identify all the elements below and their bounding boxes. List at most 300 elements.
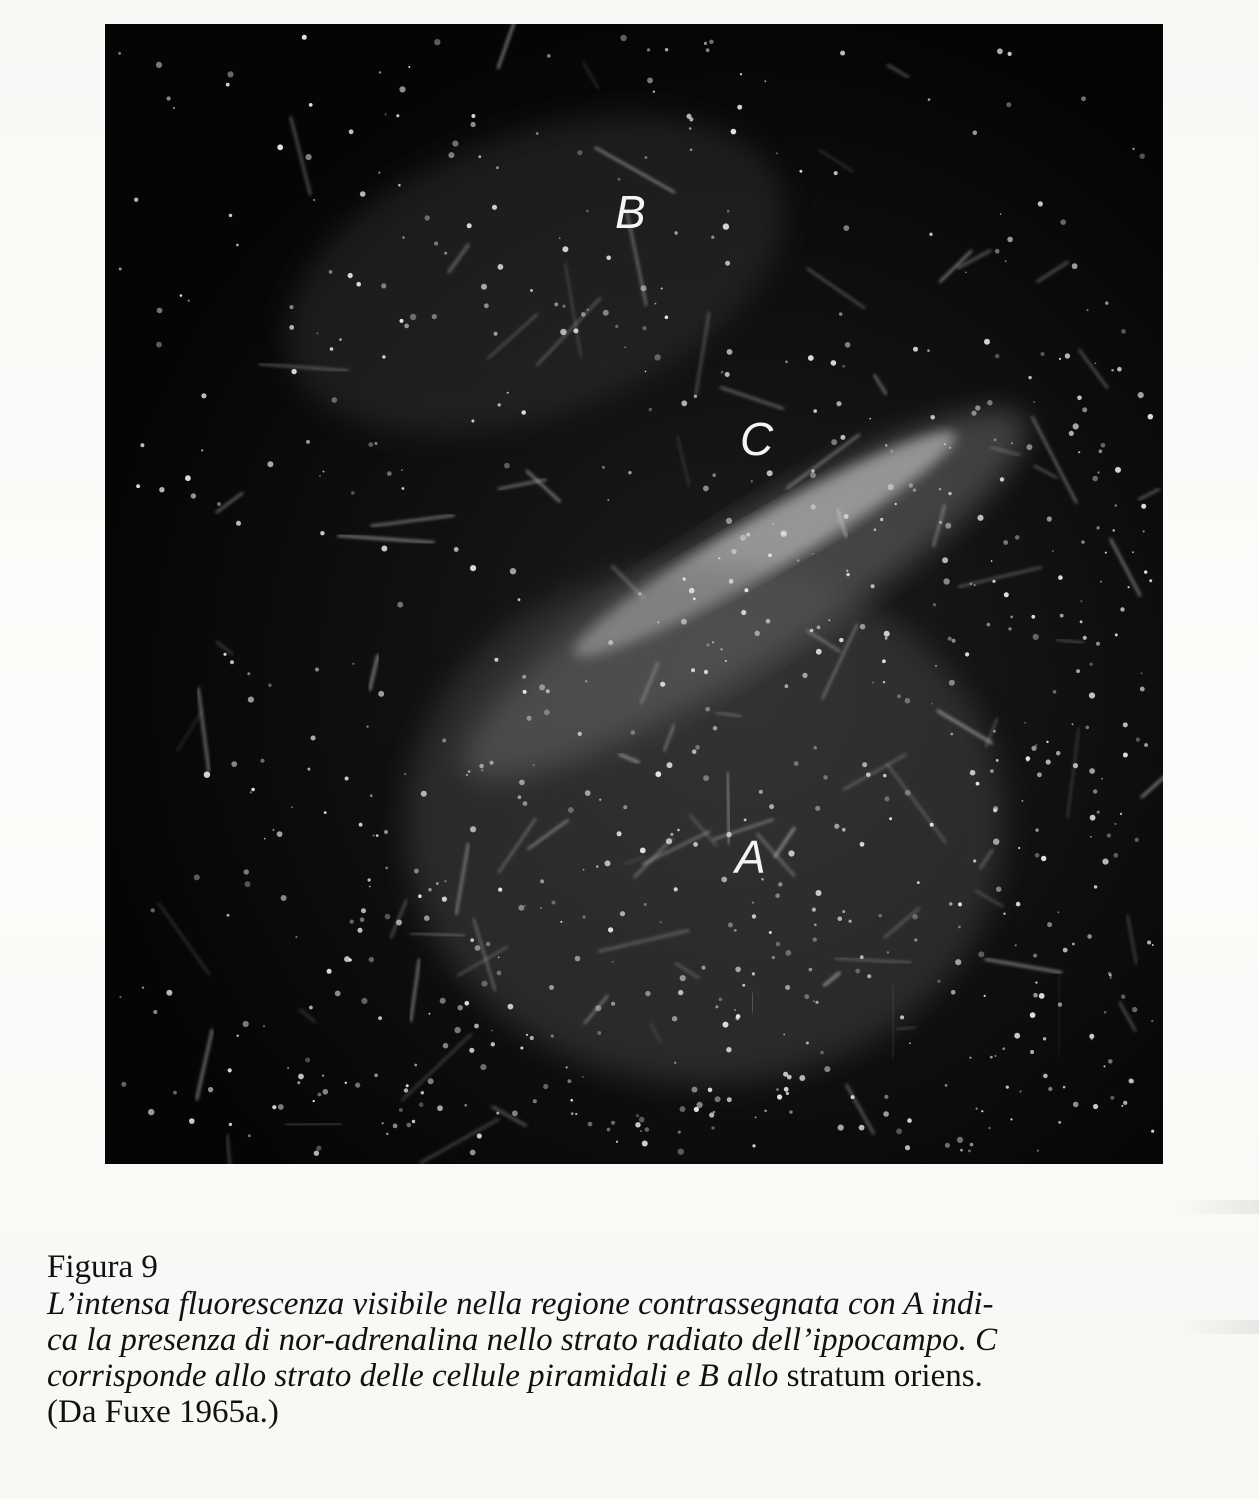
fluorescent-dot [785, 985, 790, 990]
fluorescent-dot [1123, 1101, 1127, 1105]
fluorescent-dot [393, 1124, 398, 1129]
fluorescent-dot [373, 835, 375, 837]
fluorescent-dot [1141, 504, 1146, 509]
fluorescent-dot [704, 42, 707, 45]
fluorescent-dot [880, 518, 883, 521]
fluorescent-dot [396, 920, 402, 926]
fluorescent-dot [547, 54, 551, 58]
fluorescent-dot [543, 1084, 548, 1089]
fluorescent-dot [351, 491, 355, 495]
fluorescent-dot [704, 670, 708, 674]
fluorescent-dot [1077, 396, 1082, 401]
fluorescent-dot [583, 869, 585, 871]
fluorescent-dot [939, 521, 942, 524]
fluorescent-dot [653, 91, 655, 93]
fluorescent-dot [949, 902, 952, 905]
fluorescent-dot [1082, 407, 1087, 412]
fluorescent-dot [1018, 847, 1020, 849]
fluorescent-dot [678, 1149, 684, 1155]
fluorescent-dot [860, 842, 865, 847]
fluorescent-dot [759, 790, 763, 794]
fluorescent-dot [981, 1110, 983, 1112]
fluorescent-dot [655, 303, 657, 305]
fluorescent-dot [723, 1022, 729, 1028]
fluorescent-dot [316, 1146, 321, 1151]
fluorescent-dot [289, 325, 294, 330]
fluorescent-dot [1076, 669, 1080, 673]
fluorescent-dot [188, 300, 190, 302]
fluorescent-dot [1094, 885, 1097, 888]
fluorescent-dot [1053, 690, 1057, 694]
fluorescent-dot [1000, 213, 1002, 215]
fluorescent-dot [1089, 768, 1095, 774]
fluorescent-dot [731, 549, 736, 554]
fluorescent-dot [846, 573, 849, 576]
fluorescent-dot [560, 329, 566, 335]
fluorescent-dot [976, 782, 980, 786]
fluorescent-dot [1033, 634, 1039, 640]
fluorescent-dot [718, 557, 720, 559]
fluorescent-dot [635, 1122, 640, 1127]
fluorescent-dot [329, 270, 333, 274]
fluorescent-dot [884, 796, 889, 801]
fluorescent-dot [813, 409, 817, 413]
caption-line-3 [47, 1358, 1222, 1394]
fluorescent-dot [360, 917, 365, 922]
fluorescent-dot [287, 1067, 289, 1069]
fluorescent-dot [474, 1024, 479, 1029]
fluorescent-dot [948, 637, 952, 641]
fluorescent-dot [306, 440, 310, 444]
fluorescent-dot [229, 214, 232, 217]
fluorescent-dot [950, 733, 953, 736]
fluorescent-dot [680, 1106, 686, 1112]
fluorescent-dot [1151, 1130, 1154, 1133]
fluorescent-dot [307, 768, 310, 771]
fluorescent-dot [839, 638, 843, 642]
fluorescent-dot [498, 403, 501, 406]
fluorescent-dot [173, 107, 175, 109]
fiber [402, 1034, 472, 1101]
fluorescent-dot [523, 690, 527, 694]
fluorescent-dot [1016, 902, 1021, 907]
fluorescent-dot [1092, 476, 1098, 482]
fluorescent-dot [727, 349, 733, 355]
fluorescent-dot [425, 215, 430, 220]
fluorescent-dot [575, 1113, 577, 1115]
caption-line-1: L’intensa fluorescenza visibile nella regione contrassegnata con A indi- [47, 1286, 994, 1322]
fluorescent-dot [1083, 636, 1087, 640]
fluorescent-dot [638, 592, 641, 595]
fluorescent-dot [399, 1108, 403, 1112]
fluorescent-dot [691, 668, 695, 672]
fluorescent-dot [851, 1095, 855, 1099]
fluorescent-dot [1005, 260, 1007, 262]
fluorescent-dot [860, 955, 864, 959]
fluorescent-dot [368, 878, 371, 881]
fluorescent-dot [387, 471, 392, 476]
fluorescent-dot [402, 236, 404, 238]
fluorescent-dot [490, 761, 494, 765]
fluorescent-dot [884, 631, 890, 637]
fluorescent-dot [642, 326, 646, 330]
fluorescent-dot [640, 848, 646, 854]
fiber [874, 374, 887, 394]
fluorescent-dot [740, 535, 746, 541]
fluorescent-dot [381, 283, 386, 288]
fluorescent-dot [752, 972, 755, 975]
fluorescent-dot [153, 1010, 157, 1014]
fluorescent-dot [1035, 828, 1038, 831]
fluorescent-dot [996, 887, 1001, 892]
fluorescent-dot [928, 98, 931, 101]
fluorescent-dot [424, 915, 430, 921]
fluorescent-dot [617, 831, 622, 836]
fiber [1138, 489, 1160, 500]
fluorescent-dot [582, 1076, 584, 1078]
fluorescent-dot [324, 811, 327, 814]
fluorescent-dot [987, 400, 992, 405]
fluorescent-dot [297, 1081, 300, 1084]
fluorescent-dot [927, 349, 930, 352]
fluorescent-dot [689, 588, 695, 594]
fluorescent-dot [571, 1112, 574, 1115]
fluorescent-dot [1101, 778, 1103, 780]
fiber [807, 268, 865, 308]
fluorescent-dot [1056, 751, 1060, 755]
fluorescent-dot [1113, 529, 1115, 531]
fluorescent-dot [524, 905, 526, 907]
fluorescent-dot [929, 233, 932, 236]
fluorescent-dot [148, 1109, 154, 1115]
fluorescent-dot [960, 1149, 963, 1152]
fluorescent-dot [471, 420, 474, 423]
fluorescent-dot [277, 831, 283, 837]
fluorescent-dot [318, 1093, 322, 1097]
fluorescent-dot [437, 1105, 443, 1111]
fluorescent-dot [142, 987, 144, 989]
fluorescent-dot [768, 553, 772, 557]
fluorescent-dot [369, 886, 371, 888]
fluorescent-dot [1087, 934, 1092, 939]
fluorescent-dot [267, 461, 273, 467]
fluorescent-dot [1115, 467, 1121, 473]
fluorescent-dot [399, 86, 405, 92]
fluorescent-dot [1031, 615, 1035, 619]
fluorescent-dot [838, 1125, 844, 1131]
fluorescent-dot [1149, 579, 1152, 582]
fluorescent-dot [309, 103, 313, 107]
fluorescent-dot [533, 764, 535, 766]
fluorescent-dot [769, 804, 774, 809]
fiber [370, 655, 379, 691]
fluorescent-dot [1132, 551, 1134, 553]
fluorescent-dot [227, 914, 230, 917]
fluorescent-dot [834, 171, 838, 175]
fluorescent-dot [913, 489, 916, 492]
fiber [893, 984, 894, 1058]
fluorescent-dot [385, 867, 388, 870]
fluorescent-dot [799, 170, 802, 173]
fluorescent-dot [1113, 853, 1118, 858]
fluorescent-dot [1039, 993, 1045, 999]
fluorescent-dot [741, 539, 743, 541]
fluorescent-dot [693, 597, 696, 600]
fluorescent-dot [615, 325, 618, 328]
fluorescent-dot [772, 523, 774, 525]
fluorescent-dot [428, 1078, 434, 1084]
fluorescent-dot [361, 998, 367, 1004]
caption-line-2: ca la presenza di nor-adrenalina nello strato radiato dell’ippocampo. C [47, 1322, 998, 1358]
fluorescent-dot [512, 1110, 518, 1116]
fluorescent-dot [786, 950, 792, 956]
fluorescent-dot [804, 994, 809, 999]
fluorescent-dot [742, 984, 745, 987]
fluorescent-dot [583, 915, 586, 918]
fluorescent-dot [475, 945, 481, 951]
fluorescent-dot [518, 598, 521, 601]
fluorescent-dot [540, 879, 544, 883]
fluorescent-dot [1048, 1087, 1052, 1091]
fluorescent-dot [905, 790, 911, 796]
region-label-b: B [615, 186, 646, 238]
fluorescent-dot [866, 772, 871, 777]
fluorescent-dot [751, 480, 753, 482]
fluorescent-dot [497, 971, 502, 976]
fluorescent-dot [973, 131, 978, 136]
fluorescent-dot [681, 400, 687, 406]
fluorescent-dot [713, 1111, 716, 1114]
fluorescent-dot [831, 439, 837, 445]
fluorescent-dot [725, 261, 730, 266]
fluorescent-dot [655, 771, 661, 777]
fluorescent-dot [1007, 237, 1013, 243]
fiber [391, 900, 407, 938]
fluorescent-dot [227, 71, 233, 77]
fluorescent-dot [134, 198, 138, 202]
fluorescent-dot [823, 775, 828, 780]
fluorescent-dot [811, 504, 816, 509]
fluorescent-dot [1120, 607, 1124, 611]
fluorescent-dot [1043, 1037, 1046, 1040]
fluorescent-dot [885, 637, 888, 640]
fluorescent-dot [817, 626, 821, 630]
fiber [1127, 915, 1136, 965]
fluorescent-dot [523, 801, 528, 806]
fiber [1119, 1002, 1136, 1032]
fluorescent-dot [678, 1131, 681, 1134]
fluorescent-dot [118, 52, 121, 55]
fluorescent-dot [185, 475, 191, 481]
fluorescent-dot [379, 71, 381, 73]
fluorescent-dot [486, 942, 491, 947]
fluorescent-dot [313, 1100, 315, 1102]
fiber [285, 1124, 342, 1126]
fluorescent-dot [1110, 977, 1112, 979]
fluorescent-dot [317, 332, 319, 334]
fluorescent-dot [993, 808, 997, 812]
fluorescent-dot [322, 1075, 324, 1077]
fluorescent-dot [974, 584, 976, 586]
fluorescent-dot [1008, 52, 1012, 56]
fluorescent-dot [620, 35, 626, 41]
fluorescent-dot [674, 231, 677, 234]
fluorescent-dot [306, 154, 312, 160]
fluorescent-dot [735, 1016, 739, 1020]
fluorescent-dot [1107, 834, 1111, 838]
fluorescent-dot [291, 369, 296, 374]
fluorescent-dot [339, 338, 342, 341]
fluorescent-dot [647, 48, 650, 51]
fluorescent-dot [752, 1144, 755, 1147]
fluorescent-dot [412, 1120, 415, 1123]
fluorescent-dot [816, 649, 822, 655]
fluorescent-dot [1095, 363, 1097, 365]
fluorescent-dot [313, 199, 315, 201]
fluorescent-dot [585, 680, 587, 682]
fluorescent-dot [665, 316, 669, 320]
fluorescent-dot [681, 619, 687, 625]
fluorescent-dot [370, 794, 373, 797]
fluorescent-dot [786, 1092, 789, 1095]
fluorescent-dot [968, 1150, 971, 1153]
fluorescent-dot [846, 570, 848, 572]
fluorescent-dot [812, 908, 816, 912]
fluorescent-dot [549, 985, 554, 990]
fluorescent-dot [785, 361, 788, 364]
fluorescent-dot [725, 372, 730, 377]
fluorescent-dot [636, 1114, 639, 1117]
fluorescent-dot [352, 663, 354, 665]
fluorescent-dot [1038, 201, 1043, 206]
fluorescent-dot [248, 1134, 251, 1137]
fluorescent-dot [345, 1082, 347, 1084]
fluorescent-dot [711, 1126, 714, 1129]
fluorescent-dot [522, 675, 526, 679]
fluorescent-dot [382, 355, 385, 358]
fluorescent-dot [862, 762, 867, 767]
fluorescent-dot [421, 1091, 424, 1094]
fluorescent-dot [1030, 1012, 1036, 1018]
fluorescent-dot [794, 761, 799, 766]
fluorescent-dot [167, 96, 171, 100]
fluorescent-dot [562, 305, 565, 308]
fluorescent-dot [468, 770, 471, 773]
fluorescent-dot [720, 648, 722, 650]
fluorescent-dot [586, 210, 589, 213]
fluorescent-dot [1123, 722, 1128, 727]
fluorescence-micrograph [105, 24, 1163, 1164]
fluorescent-dot [995, 354, 1000, 359]
fluorescent-dot [812, 553, 814, 555]
fluorescent-dot [568, 807, 574, 813]
fluorescent-dot [470, 1150, 476, 1156]
fluorescent-dot [595, 1005, 601, 1011]
fluorescent-dot [498, 957, 500, 959]
fluorescent-dot [660, 682, 665, 687]
fluorescent-dot [480, 1064, 486, 1070]
fluorescent-dot [471, 114, 475, 118]
fluorescent-dot [245, 881, 251, 887]
figure-caption [47, 1249, 1222, 1430]
fluorescent-dot [896, 1128, 902, 1134]
fluorescent-dot [703, 775, 709, 781]
fluorescent-dot [494, 332, 498, 336]
fluorescent-dot [236, 244, 239, 247]
fluorescent-dot [1035, 744, 1038, 747]
fluorescent-dot [816, 890, 822, 896]
fluorescent-dot [396, 114, 399, 117]
fluorescent-dot [1002, 1047, 1005, 1050]
fluorescent-dot [410, 314, 416, 320]
fluorescent-dot [1136, 738, 1140, 742]
fluorescent-dot [709, 40, 713, 44]
fluorescent-dot [811, 469, 814, 472]
fluorescent-dot [247, 672, 250, 675]
fluorescent-dot [1008, 627, 1011, 630]
caption-title: Figura 9 [47, 1249, 158, 1285]
fluorescent-dot [703, 486, 709, 492]
fluorescent-dot [498, 888, 502, 892]
fluorescent-dot [520, 1047, 523, 1050]
fluorescent-dot [1086, 309, 1088, 311]
fluorescent-dot [481, 769, 484, 772]
fiber [1141, 775, 1163, 798]
fluorescent-dot [596, 865, 598, 867]
fluorescent-dot [1060, 614, 1064, 618]
fluorescent-dot [366, 725, 368, 727]
fluorescent-dot [834, 824, 839, 829]
fluorescent-dot [1141, 672, 1143, 674]
fluorescent-dot [820, 1051, 824, 1055]
fluorescent-dot [386, 1133, 388, 1135]
fluorescent-dot [445, 880, 447, 882]
fluorescent-dot [1058, 911, 1060, 913]
fluorescent-dot [945, 1143, 950, 1148]
fluorescent-dot [882, 659, 886, 663]
fluorescent-dot [1059, 358, 1061, 360]
fluorescent-dot [994, 1055, 996, 1057]
fluorescent-dot [1132, 1007, 1137, 1012]
fiber [720, 387, 783, 409]
fluorescent-dot [378, 691, 384, 697]
fluorescent-dot [859, 1125, 865, 1131]
fiber [198, 688, 209, 773]
fluorescent-dot [957, 1137, 963, 1143]
fluorescent-dot [1069, 431, 1074, 436]
fluorescent-dot [496, 1112, 499, 1115]
fluorescent-dot [942, 557, 948, 563]
fluorescent-dot [250, 791, 252, 793]
fluorescent-dot [611, 1002, 615, 1006]
fluorescent-dot [484, 303, 489, 308]
fluorescent-dot [546, 689, 550, 693]
fluorescent-dot [588, 1122, 593, 1127]
fluorescent-dot [204, 772, 210, 778]
fluorescent-dot [570, 1099, 573, 1102]
fluorescent-dot [305, 1058, 310, 1063]
fluorescent-dot [1115, 504, 1117, 506]
fluorescent-dot [1097, 811, 1100, 814]
fluorescent-dot [330, 347, 334, 351]
fluorescent-dot [1090, 836, 1092, 838]
fluorescent-dot [836, 401, 841, 406]
fluorescent-dot [783, 1072, 788, 1077]
fluorescent-dot [1110, 1096, 1114, 1100]
fluorescent-dot [799, 1075, 805, 1081]
fluorescent-dot [969, 1057, 971, 1059]
fluorescent-dot [1144, 743, 1148, 747]
